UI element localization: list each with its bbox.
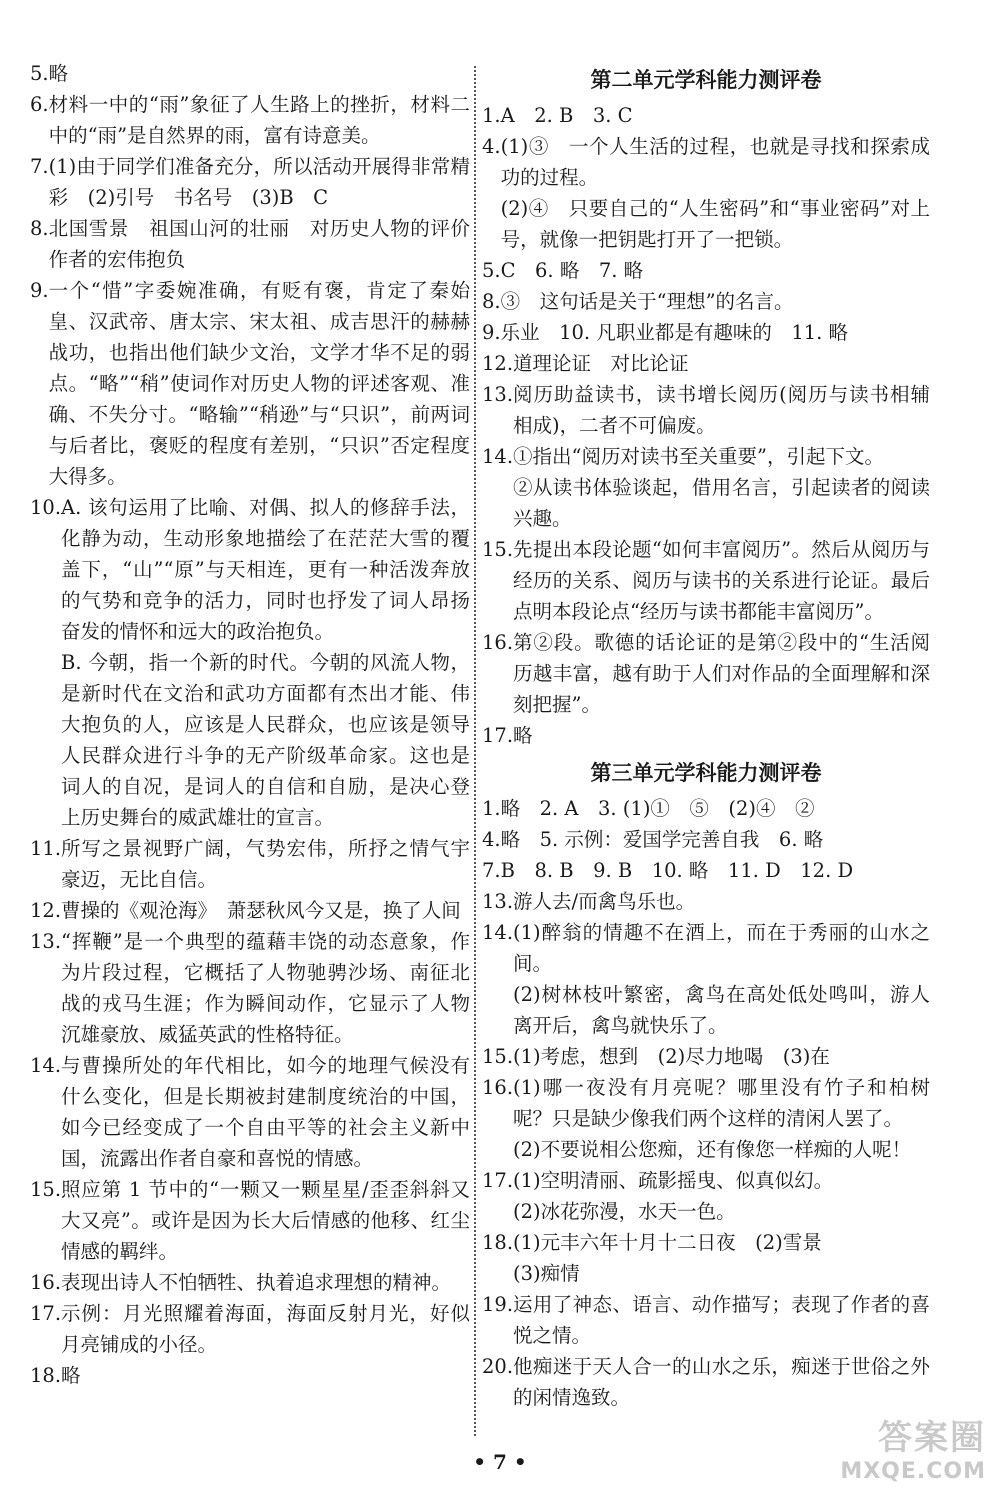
answer-item	[30, 926, 470, 1050]
answer-text-main: 表现出诗人不怕牺牲、执着追求理想的精神。	[61, 1271, 452, 1294]
answer-item	[30, 1050, 470, 1174]
answer-number: 13.	[482, 383, 514, 406]
answer-text-main: “挥鞭”是一个典型的蕴藉丰饶的动态意象，作为片段过程，它概括了人物驰骋沙场、南征北战的戎马生涯；作为瞬间动作，它显示了人物沉雄豪放、威猛英武的性格特征。	[61, 930, 470, 1046]
answer-text	[513, 1351, 930, 1413]
answer-text-main: 略	[48, 62, 69, 85]
answer-item	[30, 275, 470, 492]
answer-text-main: A 2. B 3. C	[500, 104, 633, 127]
answer-number: 16.	[482, 631, 514, 654]
answer-text-main: 曹操的《观沧海》 萧瑟秋风今又是，换了人间	[61, 899, 461, 922]
answer-subpart: (2)④ 只要自己的“人生密码”和“事业密码”对上号，就像一把钥匙打开了一把锁。	[500, 197, 930, 251]
answer-text	[49, 89, 470, 151]
answer-text	[501, 824, 930, 855]
answer-item	[30, 213, 490, 275]
answer-text	[513, 348, 930, 379]
answer-text	[513, 1072, 930, 1165]
answer-item	[482, 720, 930, 751]
answer-text	[61, 492, 470, 833]
answer-number: 13.	[482, 890, 514, 913]
answer-item	[482, 1072, 930, 1165]
answer-item	[482, 1289, 930, 1351]
answer-number: 17.	[30, 1302, 62, 1325]
answer-number: 17.	[482, 1169, 514, 1192]
answer-text-main: 一个“惜”字委婉准确，有贬有褒，肯定了秦始皇、汉武帝、唐太宗、宋太祖、成吉思汗的赫赫战功，也指出他们缺少文治，文学才华不足的弱点。“略”“稍”使词作对历史人物的评述客观、准确、不失分寸。“略输”“稍逊”与“只识”，前两词与后者比，褒贬的程度有差别，“只识”否定程度大得多。	[48, 279, 470, 488]
answer-text	[49, 151, 470, 213]
answer-item	[482, 100, 930, 131]
answer-text-main: 游人去/而禽鸟乐也。	[513, 890, 696, 913]
answer-text	[61, 926, 470, 1050]
answer-item	[30, 89, 470, 151]
answer-number: 18.	[30, 1364, 62, 1387]
answer-text-main: (1)考虑，想到 (2)尽力地喝 (3)在	[513, 1045, 830, 1068]
answer-number: 9.	[482, 321, 501, 344]
answer-text	[513, 441, 930, 534]
answer-item	[30, 895, 470, 926]
answer-number: 4.	[482, 828, 501, 851]
answer-number: 8.	[482, 290, 501, 313]
answer-text-main: 照应第 1 节中的“一颗又一颗星星/歪歪斜斜又大又亮”。或许是因为长大后情感的他移、红尘情感的羁绊。	[61, 1178, 470, 1263]
left-column	[30, 58, 490, 1391]
unit3-title: 第三单元学科能力测评卷	[590, 761, 822, 785]
answer-text	[501, 855, 930, 886]
answer-text	[501, 131, 930, 255]
answer-text	[49, 58, 470, 89]
answer-item	[482, 1227, 930, 1289]
answer-text-main: 示例：月光照耀着海面，海面反射月光，好似月亮铺成的小径。	[61, 1302, 470, 1356]
answer-text-main: 北国雪景 祖国山河的壮丽 对历史人物的评价 作者的宏伟抱负	[48, 217, 490, 271]
unit3-answers	[482, 793, 930, 1413]
answer-text	[513, 886, 930, 917]
answer-text-main: 略 2. A 3. (1)① ⑤ (2)④ ②	[500, 797, 815, 820]
answer-item	[482, 1165, 930, 1227]
answer-number: 15.	[482, 538, 514, 561]
watermark-logo-text: 答案圈	[878, 1418, 986, 1458]
answer-text-main: C 6. 略 7. 略	[500, 259, 644, 282]
answer-text-main: A. 该句运用了比喻、对偶、拟人的修辞手法，化静为动，生动形象地描绘了在茫茫大雪的覆盖下，“山”“原”与天相连，更有一种活泼奔放的气势和竞争的活力，同时也抒发了词人昂扬奋发的情怀和远大的政治抱负。	[61, 496, 470, 643]
answer-text-main: 先提出本段论题“如何丰富阅历”。然后从阅历与经历的关系、阅历与读书的关系进行论证。最后点明本段论点“经历与读书都能丰富阅历”。	[513, 538, 930, 623]
answer-item	[30, 1267, 470, 1298]
answer-text	[61, 1174, 470, 1267]
answer-text-main: 乐业 10. 凡职业都是有趣味的 11. 略	[500, 321, 849, 344]
answer-item	[30, 1174, 470, 1267]
answer-text-main: (1)③ 一个人生活的过程，也就是寻找和探索成功的过程。	[500, 135, 930, 189]
answer-item	[482, 317, 930, 348]
answer-text	[501, 793, 930, 824]
answer-number: 6.	[30, 93, 49, 116]
answer-number: 14.	[30, 1054, 62, 1077]
answer-item	[482, 1041, 930, 1072]
watermark	[840, 1410, 986, 1484]
answer-number: 15.	[30, 1178, 62, 1201]
answer-item	[30, 1360, 470, 1391]
answer-text	[513, 534, 930, 627]
answer-number: 5.	[30, 62, 49, 85]
answer-text-main: (1)空明清丽、疏影摇曳、似真似幻。	[513, 1169, 834, 1192]
answer-text	[501, 255, 930, 286]
answer-text-main: B 8. B 9. B 10. 略 11. D 12. D	[500, 859, 854, 882]
answer-item	[482, 1351, 930, 1413]
answer-item	[482, 886, 930, 917]
answer-subpart: ②从读书体验谈起，借用名言，引起读者的阅读兴趣。	[513, 476, 930, 530]
answer-number: 7.	[30, 155, 49, 178]
answer-text-main: (1)由于同学们准备充分，所以活动开展得非常精彩 (2)引号 书名号 (3)B C	[48, 155, 470, 209]
answer-item	[30, 833, 470, 895]
answer-text-main: ③ 这句话是关于“理想”的名言。	[500, 290, 794, 313]
answer-item	[482, 131, 930, 255]
answer-text	[513, 1289, 930, 1351]
answer-text-main: 运用了神态、语言、动作描写；表现了作者的喜悦之情。	[513, 1293, 930, 1347]
answer-number: 19.	[482, 1293, 514, 1316]
answer-item	[30, 1298, 470, 1360]
answer-text-main: ①指出“阅历对读书至关重要”，引起下文。	[513, 445, 884, 468]
answer-item	[482, 793, 930, 824]
answer-item	[482, 348, 930, 379]
answer-text-main: 略 5. 示例：爱国学完善自我 6. 略	[500, 828, 824, 851]
answer-text-main: 阅历助益读书，读书增长阅历(阅历与读书相辅相成)，二者不可偏废。	[513, 383, 930, 437]
answer-item	[482, 286, 930, 317]
answer-text-main: 材料一中的“雨”象征了人生路上的挫折，材料二中的“雨”是自然界的雨，富有诗意美。	[48, 93, 470, 147]
answer-text	[501, 286, 930, 317]
answer-item	[482, 441, 930, 534]
answer-number: 16.	[30, 1271, 62, 1294]
answer-number: 10.	[30, 496, 62, 519]
answer-subpart: B. 今朝，指一个新的时代。今朝的风流人物，是新时代在文治和武功方面都有杰出才能、伟大抱负的人，应该是人民群众，也应该是领导人民群众进行斗争的无产阶级革命家。这也是词人的自况，是词人的自信和自励，是决心登上历史舞台的威武雄壮的宣言。	[61, 651, 470, 829]
unit2-answers	[482, 100, 930, 751]
right-column	[482, 58, 930, 1413]
answer-text	[61, 1267, 470, 1298]
answer-text	[513, 627, 930, 720]
answer-item	[30, 151, 470, 213]
answer-text	[513, 917, 930, 1041]
answer-item	[482, 255, 930, 286]
column-divider	[474, 66, 476, 1436]
answer-text	[61, 1360, 470, 1391]
answer-subpart: (2)树林枝叶繁密，禽鸟在高处低处鸣叫，游人离开后，禽鸟就快乐了。	[513, 983, 930, 1037]
answer-number: 4.	[482, 135, 501, 158]
answer-number: 1.	[482, 797, 501, 820]
answer-text	[501, 100, 930, 131]
answer-item	[30, 492, 470, 833]
answer-text	[61, 1050, 470, 1174]
answer-text	[61, 1298, 470, 1360]
answer-text	[513, 379, 930, 441]
answer-text-main: 他痴迷于天人合一的山水之乐，痴迷于世俗之外的闲情逸致。	[513, 1355, 930, 1409]
answer-number: 11.	[30, 837, 62, 860]
answer-item	[482, 917, 930, 1041]
answer-text-main: 所写之景视野广阔，气势宏伟，所抒之情气宇豪迈，无比自信。	[61, 837, 470, 891]
answer-number: 1.	[482, 104, 501, 127]
answer-subpart: (3)痴情	[513, 1262, 580, 1285]
answer-text	[49, 275, 470, 492]
answer-text	[48, 213, 490, 275]
answer-number: 18.	[482, 1231, 514, 1254]
answer-item	[482, 855, 930, 886]
answer-text	[513, 1041, 930, 1072]
answer-number: 14.	[482, 445, 514, 468]
answer-text-main: 略	[513, 724, 533, 747]
answer-number: 12.	[482, 352, 514, 375]
answer-text	[61, 833, 470, 895]
answer-number: 8.	[30, 217, 49, 240]
answer-item	[482, 824, 930, 855]
answer-number: 9.	[30, 279, 49, 302]
page-number: • 7 •	[473, 1450, 527, 1474]
answer-number: 12.	[30, 899, 62, 922]
answer-text	[501, 317, 930, 348]
answer-number: 7.	[482, 859, 501, 882]
answer-text-main: 略	[61, 1364, 81, 1387]
unit2-title: 第二单元学科能力测评卷	[590, 68, 822, 92]
answer-text-main: 与曹操所处的年代相比，如今的地理气候没有什么变化，但是长期被封建制度统治的中国，如今已经变成了一个自由平等的社会主义新中国，流露出作者自豪和喜悦的情感。	[61, 1054, 470, 1170]
answer-text-main: 第②段。歌德的话论证的是第②段中的“生活阅历越丰富，越有助于人们对作品的全面理解和深刻把握”。	[513, 631, 930, 716]
answer-number: 17.	[482, 724, 514, 747]
answer-text-main: (1)哪一夜没有月亮呢？哪里没有竹子和柏树呢？只是缺少像我们两个这样的清闲人罢了。	[513, 1076, 930, 1130]
answer-item	[482, 534, 930, 627]
answer-text-main: 道理论证 对比论证	[513, 352, 689, 375]
answer-item	[482, 627, 930, 720]
answer-text-main: (1)醉翁的情趣不在酒上，而在于秀丽的山水之间。	[513, 921, 930, 975]
answer-text	[513, 1165, 930, 1227]
answer-item	[30, 58, 470, 89]
answer-text	[513, 1227, 930, 1289]
answer-number: 14.	[482, 921, 514, 944]
answer-text	[513, 720, 930, 751]
answer-number: 15.	[482, 1045, 514, 1068]
answer-number: 13.	[30, 930, 62, 953]
answer-number: 20.	[482, 1355, 514, 1378]
answer-text-main: (1)元丰六年十月十二日夜 (2)雪景	[513, 1231, 822, 1254]
answer-subpart: (2)不要说相公您痴，还有像您一样痴的人呢！	[513, 1138, 912, 1161]
answer-item	[482, 379, 930, 441]
answer-number: 5.	[482, 259, 501, 282]
answer-number: 16.	[482, 1076, 514, 1099]
watermark-url: MXQE.COM	[840, 1459, 986, 1484]
answer-text	[61, 895, 470, 926]
answer-subpart: (2)冰花弥漫，水天一色。	[513, 1200, 736, 1223]
